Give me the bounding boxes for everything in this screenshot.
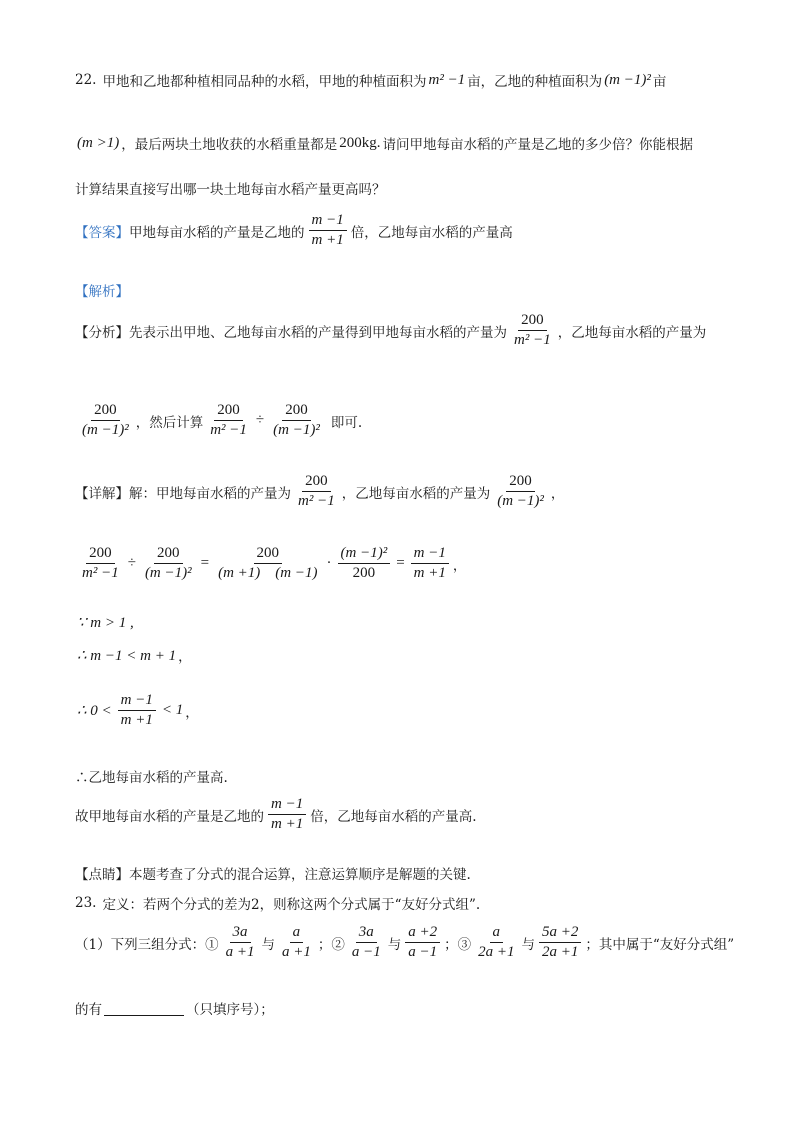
fenxi-text-1: 先表示出甲地、乙地每亩水稻的产量得到甲地每亩水稻的产量为 <box>129 324 507 341</box>
sep-3: ；③ <box>444 936 472 953</box>
fenxi-f4-den: (m −1)² <box>273 422 320 439</box>
q23-part1-end: ；其中属于“友好分式组” <box>585 936 735 953</box>
g2b-den: a −1 <box>408 944 438 961</box>
q23-line-3 <box>75 998 274 1018</box>
q22-text-4: ，最后两块土地收获的水稻重量都是 <box>121 137 338 153</box>
fenxi-tag: 【分析】 <box>75 324 129 341</box>
answer-blank[interactable] <box>104 1001 184 1016</box>
conclusion-num: m −1 <box>268 796 306 815</box>
eq-equals-1: = <box>200 555 210 572</box>
q22-text-5: 请问甲地每亩水稻的产量是乙地的多少倍？你能根据 <box>382 137 693 153</box>
detail-f2-den: (m −1)² <box>497 493 544 510</box>
g2-fraction-a <box>347 924 386 962</box>
g3b-den: 2a +1 <box>541 944 579 961</box>
q23-line-2 <box>75 924 734 962</box>
detail-step-2 <box>75 645 192 665</box>
fenxi-f3-den: m² −1 <box>210 422 247 439</box>
conclusion-text-2: 倍，乙地每亩水稻的产量高. <box>310 808 477 825</box>
analysis-line <box>75 280 129 300</box>
step-3-end: ， <box>185 704 199 721</box>
answer-frac-den: m +1 <box>311 232 344 249</box>
step-4-text: ∴乙地每亩水稻的产量高. <box>75 770 228 786</box>
step-2-text: ∴ m −1 < m + 1 <box>77 647 177 664</box>
fenxi-fraction-1 <box>509 312 556 350</box>
g3-fraction-a <box>473 924 519 962</box>
step-1-text: ∵ m > 1 , <box>77 615 134 631</box>
detail-f2-num: 200 <box>506 473 535 492</box>
detail-text-2: ，乙地每亩水稻的产量为 <box>341 485 491 502</box>
q22-text-2: 亩，乙地的种植面积为 <box>467 74 603 90</box>
g1-yu: 与 <box>261 936 275 953</box>
detail-text-3: ， <box>550 485 565 502</box>
q22-text-3: 亩 <box>652 74 667 90</box>
eq-end: ， <box>452 557 467 574</box>
conclusion-text-1: 故甲地每亩水稻的产量是乙地的 <box>75 808 264 825</box>
q22-condition: (m >1) <box>77 134 120 151</box>
g1b-den: a +1 <box>281 944 311 961</box>
step-3-fraction <box>116 692 158 730</box>
fenxi-f2-num: 200 <box>91 402 120 421</box>
comment-tag: 【点睛】 <box>75 867 129 883</box>
answer-line <box>75 212 513 250</box>
g1a-num: 3a <box>230 924 251 943</box>
step-2-end: ， <box>178 649 192 665</box>
q22-line-3 <box>75 178 386 198</box>
eq-div-sign: ÷ <box>127 555 136 572</box>
q22-text-1: 甲地和乙地都种植相同品种的水稻，甲地的种植面积为 <box>102 74 427 90</box>
q23-part1-label: 的有 <box>75 1002 102 1018</box>
g1b-num: a <box>290 924 304 943</box>
g3-yu: 与 <box>521 936 535 953</box>
detail-line-1 <box>75 473 564 511</box>
g2b-num: a +2 <box>405 924 440 943</box>
fenxi-line-2 <box>75 402 362 440</box>
g2a-den: a −1 <box>351 944 381 961</box>
eq-e-num: m −1 <box>411 545 449 564</box>
fenxi-f4-num: 200 <box>282 402 311 421</box>
answer-text-2: 倍，乙地每亩水稻的产量高 <box>350 224 513 241</box>
eq-d-num: (m −1)² <box>338 545 391 564</box>
detail-fraction-2 <box>492 473 549 511</box>
conclusion-fraction <box>266 796 308 834</box>
analysis-tag: 【解析】 <box>75 284 129 300</box>
eq-c-num: 200 <box>254 545 283 564</box>
g3-fraction-b <box>537 924 583 962</box>
step-3-pre: ∴ 0 < <box>77 703 112 720</box>
eq-fraction-a <box>77 545 124 583</box>
eq-fraction-b <box>140 545 197 583</box>
q22-weight: 200kg. <box>339 134 381 151</box>
g2-yu: 与 <box>387 936 402 953</box>
sep-2: ；② <box>317 936 345 953</box>
step-3-num: m −1 <box>118 692 156 711</box>
fenxi-line-1 <box>75 312 706 350</box>
answer-tag: 【答案】 <box>75 224 129 241</box>
detail-tag: 【详解】 <box>75 485 129 502</box>
comment-line <box>75 863 471 883</box>
q23-line-1 <box>75 893 480 913</box>
q22-line-2 <box>75 133 693 153</box>
q22-text-6: 计算结果直接写出哪一块土地每亩水稻产量更高吗？ <box>75 182 386 198</box>
detail-fraction-1 <box>293 473 340 511</box>
eq-d-den: 200 <box>352 565 376 582</box>
conclusion-den: m +1 <box>271 816 304 833</box>
q23-part1-hint: （只填序号）； <box>186 1002 274 1018</box>
q23-part1-pre: （1）下列三组分式：① <box>75 936 219 953</box>
answer-fraction <box>307 212 349 250</box>
q22-area-b: (m −1)² <box>604 71 651 88</box>
fenxi-fraction-4 <box>268 402 325 440</box>
detail-f1-num: 200 <box>302 473 331 492</box>
q22-number: 22. <box>75 72 97 88</box>
eq-b-den: (m −1)² <box>144 565 192 582</box>
g3b-num: 5a +2 <box>539 924 581 943</box>
detail-step-4 <box>75 766 228 786</box>
eq-fraction-c <box>213 545 322 583</box>
detail-f1-den: m² −1 <box>298 493 335 510</box>
comment-text: 本题考查了分式的混合运算，注意运算顺序是解题的关键. <box>129 867 471 883</box>
q22-line-1 <box>75 70 666 90</box>
fenxi-fraction-3 <box>205 402 252 440</box>
fenxi-text-3: ，然后计算 <box>135 414 204 431</box>
g2-fraction-b <box>403 924 442 962</box>
eq-fraction-d <box>336 545 393 583</box>
fenxi-fraction-2 <box>77 402 134 440</box>
fenxi-text-4: 即可. <box>330 414 363 431</box>
g2a-num: 3a <box>356 924 377 943</box>
g1-fraction-a <box>221 924 260 962</box>
detail-conclusion <box>75 796 477 834</box>
eq-a-num: 200 <box>86 545 115 564</box>
step-3-den: m +1 <box>120 712 153 729</box>
fenxi-div-sign: ÷ <box>255 412 265 429</box>
detail-step-3 <box>75 692 199 730</box>
fenxi-f1-num: 200 <box>518 312 547 331</box>
eq-dot: · <box>326 555 332 572</box>
eq-c-den: (m +1) (m −1) <box>218 565 318 582</box>
q22-area-a: m² −1 <box>428 71 466 88</box>
fenxi-f3-num: 200 <box>214 402 243 421</box>
q23-number: 23. <box>75 895 97 911</box>
detail-step-1 <box>75 613 136 632</box>
q23-definition: 定义：若两个分式的差为2，则称这两个分式属于“友好分式组”. <box>102 897 481 913</box>
eq-equals-2: = <box>396 555 405 572</box>
detail-text-1: 解：甲地每亩水稻的产量为 <box>129 485 291 502</box>
g3a-den: 2a +1 <box>478 944 515 961</box>
fenxi-f2-den: (m −1)² <box>82 422 129 439</box>
g1-fraction-b <box>277 924 316 962</box>
fenxi-text-2: ，乙地每亩水稻的产量为 <box>557 324 707 341</box>
eq-fraction-e <box>409 545 451 583</box>
eq-e-den: m +1 <box>413 565 446 582</box>
step-3-post: < 1 <box>161 702 184 719</box>
detail-equation <box>75 545 466 583</box>
answer-text-1: 甲地每亩水稻的产量是乙地的 <box>129 224 305 241</box>
g3a-num: a <box>490 924 504 943</box>
answer-frac-num: m −1 <box>309 212 347 231</box>
eq-b-num: 200 <box>154 545 183 564</box>
g1a-den: a +1 <box>225 944 255 961</box>
eq-a-den: m² −1 <box>82 565 119 582</box>
fenxi-f1-den: m² −1 <box>514 332 551 349</box>
